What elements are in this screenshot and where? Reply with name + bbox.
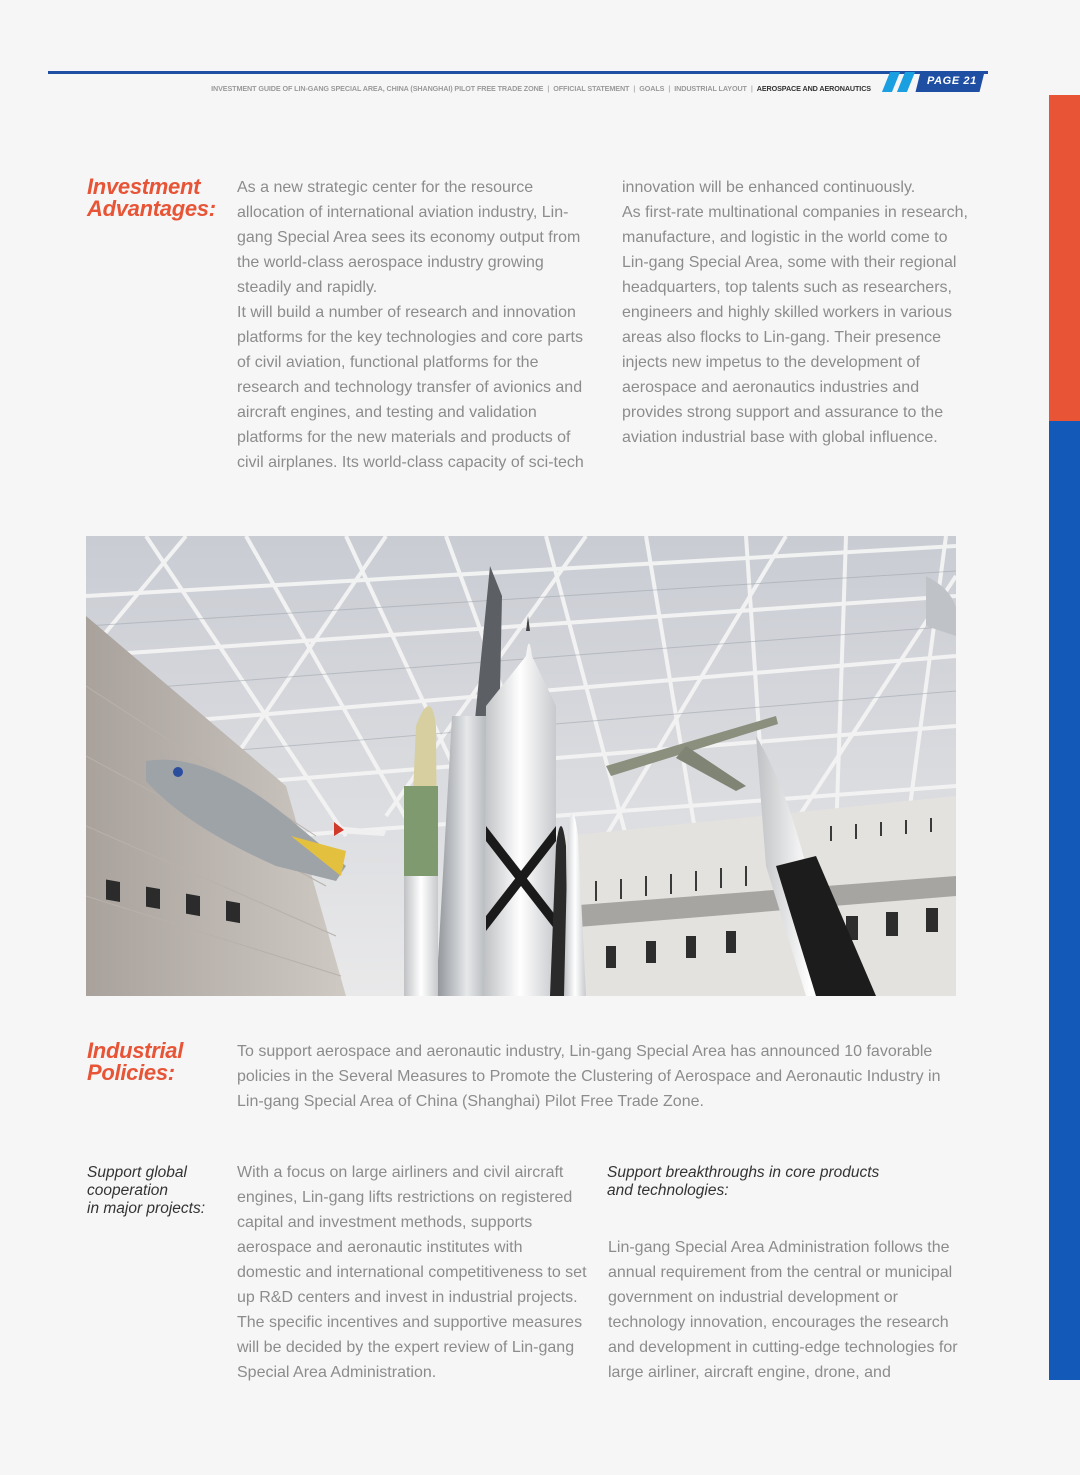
breadcrumb-item[interactable]: OFFICIAL STATEMENT bbox=[553, 84, 630, 93]
breadcrumb-item[interactable]: GOALS bbox=[639, 84, 665, 93]
investment-heading: Investment Advantages: bbox=[87, 174, 216, 221]
core-breakthrough-heading: Support breakthroughs in core products and technologies: bbox=[607, 1164, 880, 1199]
breadcrumb-active: AEROSPACE AND AERONAUTICS bbox=[756, 84, 871, 93]
paragraph: innovation will be enhanced continuously. bbox=[622, 179, 916, 196]
paragraph: It will build a number of research and innovation platforms for the key technologies and core parts of civil aviation, functional platforms for the research and technology transfer of avionics and aircraft engines, and testing and validation platforms for the new materials and products of civil airplanes. Its world-class capacity of sci-tech bbox=[237, 304, 584, 471]
breadcrumb-item[interactable]: INDUSTRIAL LAYOUT bbox=[674, 84, 747, 93]
breadcrumb-item[interactable]: INVESTMENT GUIDE OF LIN-GANG SPECIAL AREA, CHINA (SHANGHAI) PILOT FREE TRADE ZONE bbox=[211, 84, 544, 93]
global-cooperation-heading: Support global cooperation in major projects: bbox=[87, 1164, 206, 1217]
global-cooperation-text: With a focus on large airliners and civil aircraft engines, Lin-gang lifts restrictions on registered capital and investment methods, supports aerospace and aeronautic institutes with domestic and international competitiveness to set up R&D centers and invest in industrial projects. The specific incentives and supportive measures will be decided by the expert review of Lin-gang Special Area Administration. bbox=[237, 1164, 587, 1381]
page-number: PAGE 21 bbox=[927, 75, 977, 87]
page-number-tag bbox=[882, 72, 990, 92]
paragraph: As a new strategic center for the resource allocation of international aviation industry, Lin-gang Special Area sees its economy output from the world-class aerospace industry growing steadily and rapidly. bbox=[237, 179, 581, 296]
aerospace-museum-photo bbox=[86, 536, 956, 996]
policies-heading: Industrial Policies: bbox=[87, 1038, 184, 1085]
header-rule bbox=[48, 71, 988, 74]
paragraph: As first-rate multinational companies in research, manufacture, and logistic in the world come to Lin-gang Special Area, some with their regional headquarters, top talents such as researchers, engineers and highly skilled workers in various areas also flocks to Lin-gang. Their presence injects new impetus to the development of aerospace and aeronautics industries and provides strong support and assurance to the aviation industrial base with global influence. bbox=[622, 204, 968, 446]
investment-col2 bbox=[622, 175, 978, 450]
policies-intro: To support aerospace and aeronautic industry, Lin-gang Special Area has announced 10 favorable policies in the Several Measures to Promote the Clustering of Aerospace and Aeronautic Industry in Lin-gang Special Area of China (Shanghai) Pilot Free Trade Zone. bbox=[237, 1043, 941, 1110]
core-breakthrough-text: Lin-gang Special Area Administration follows the annual requirement from the central or municipal government on industrial development or technology innovation, encourages the research and development in cutting-edge technologies for large airliner, aircraft engine, drone, and bbox=[608, 1239, 958, 1381]
side-bar-orange bbox=[1049, 95, 1080, 421]
investment-col1 bbox=[237, 175, 589, 475]
tag-stripe bbox=[897, 72, 915, 92]
side-bar-blue bbox=[1049, 421, 1080, 1380]
breadcrumb: INVESTMENT GUIDE OF LIN-GANG SPECIAL AREA, CHINA (SHANGHAI) PILOT FREE TRADE ZONE | OFFICIAL STATEMENT | GOALS | INDUSTRIAL LAYOUT | AEROSPACE AND AERONAUTICS bbox=[211, 84, 871, 93]
